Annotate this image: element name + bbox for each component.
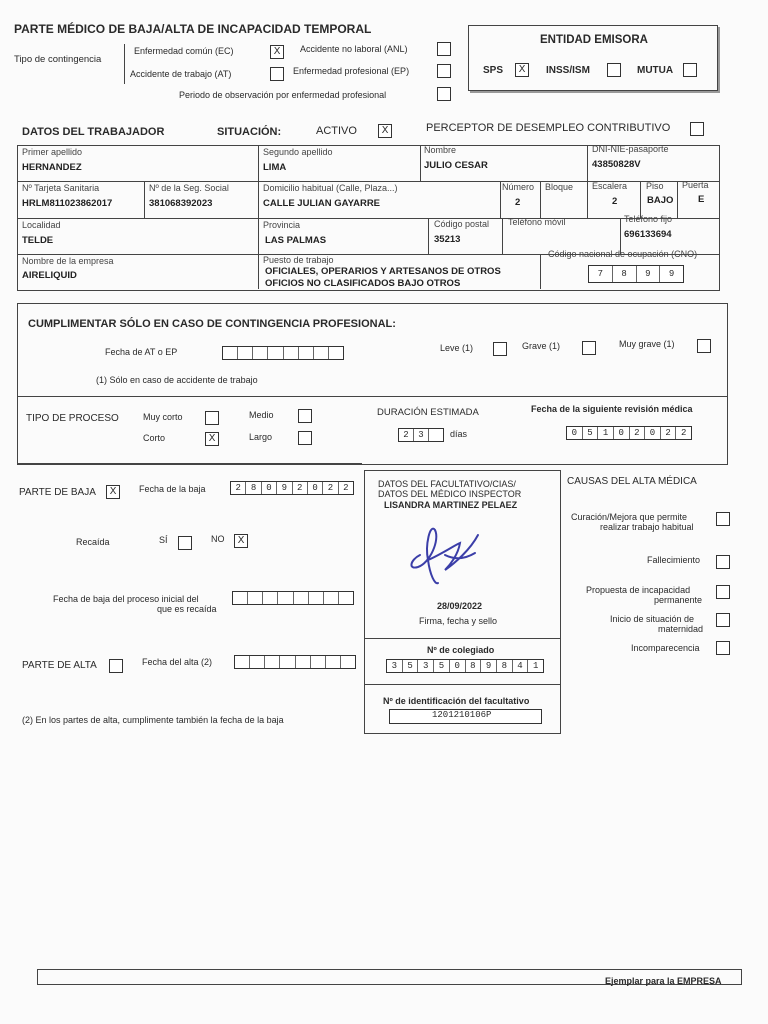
parte-alta-label: PARTE DE ALTA — [22, 660, 97, 671]
largo-checkbox[interactable] — [298, 431, 312, 445]
medio-label: Medio — [249, 410, 274, 420]
muy-grave-label: Muy grave (1) — [619, 339, 675, 349]
colegiado-label: Nº de colegiado — [427, 645, 495, 655]
duracion-digit: 2 — [399, 429, 414, 441]
segundo-apellido-label: Segundo apellido — [263, 147, 333, 157]
fijo-label: Teléfono fijo — [624, 214, 673, 224]
colegiado-digit: 3 — [418, 660, 434, 672]
recaida-si-checkbox[interactable] — [178, 536, 192, 550]
perceptor-checkbox[interactable] — [690, 122, 704, 136]
no-label: NO — [211, 534, 225, 544]
signature-icon — [400, 515, 495, 590]
fallecimiento-checkbox[interactable] — [716, 555, 730, 569]
activo-label: ACTIVO — [316, 125, 357, 137]
sig-revision-digit: 2 — [661, 427, 677, 439]
sps-checkbox[interactable]: X — [515, 63, 529, 77]
empresa-value: AIRELIQUID — [22, 270, 77, 281]
sig-revision-digit: 0 — [645, 427, 661, 439]
segundo-apellido-value: LIMA — [263, 162, 287, 173]
colegiado-digit: 5 — [434, 660, 450, 672]
fecha-baja-digit: 8 — [246, 482, 261, 494]
domicilio-label: Domicilio habitual (Calle, Plaza...) — [263, 183, 398, 193]
piso-value: BAJO — [647, 195, 674, 206]
inss-label: INSS/ISM — [546, 65, 590, 76]
grave-checkbox[interactable] — [582, 341, 596, 355]
puesto-label: Puesto de trabajo — [263, 255, 334, 265]
fecha-baja-label: Fecha de la baja — [139, 484, 206, 494]
leve-label: Leve (1) — [440, 343, 474, 353]
enf-comun-label: Enfermedad común (EC) — [134, 46, 234, 56]
colegiado-digit: 3 — [387, 660, 403, 672]
nombre-value: JULIO CESAR — [424, 160, 488, 171]
acc-trabajo-label: Accidente de trabajo (AT) — [130, 69, 232, 79]
nota-2: (2) En los partes de alta, cumplimente también la fecha de la baja — [22, 715, 284, 725]
duracion-digit — [429, 429, 443, 441]
nombre-label: Nombre — [424, 145, 457, 155]
cno-label: Código nacional de ocupación (CNO) — [548, 249, 698, 259]
muy-corto-label: Muy corto — [143, 412, 183, 422]
datos-trabajador-title: DATOS DEL TRABAJADOR — [22, 126, 165, 138]
parte-baja-checkbox[interactable]: X — [106, 485, 120, 499]
mutua-label: MUTUA — [637, 65, 674, 76]
puerta-value: E — [698, 194, 705, 205]
colegiado-digit: 1 — [532, 661, 539, 671]
facultativo-nombre: LISANDRA MARTINEZ PELAEZ — [384, 500, 518, 510]
cno-digit: 9 — [668, 269, 675, 279]
fecha-alta-digits[interactable] — [234, 655, 356, 669]
enf-profesional-label: Enfermedad profesional (EP) — [293, 66, 410, 76]
sig-revision-digit: 2 — [630, 427, 646, 439]
curacion-checkbox[interactable] — [716, 512, 730, 526]
dni-value: 43850828V — [592, 159, 641, 170]
numero-label: Número — [502, 182, 535, 192]
mutua-checkbox[interactable] — [683, 63, 697, 77]
colegiado-digit: 0 — [450, 660, 466, 672]
tipo-proceso-label: TIPO DE PROCESO — [26, 413, 119, 424]
corto-label: Corto — [143, 433, 166, 443]
empresa-label: Nombre de la empresa — [22, 256, 114, 266]
cno-digits — [588, 265, 684, 283]
incomparecencia-checkbox[interactable] — [716, 641, 730, 655]
acc-trabajo-checkbox[interactable] — [270, 67, 284, 81]
puesto-value-2: OFICIOS NO CLASIFICADOS BAJO OTROS — [265, 278, 461, 288]
curacion-label-2: realizar trabajo habitual — [600, 522, 694, 532]
fecha-baja-digit: 2 — [293, 482, 308, 494]
fecha-baja-digit: 0 — [262, 482, 277, 494]
curacion-label-1: Curación/Mejora que permite — [571, 512, 688, 522]
domicilio-value: CALLE JULIAN GAYARRE — [263, 198, 381, 209]
tarjeta-label: Nº Tarjeta Sanitaria — [22, 183, 100, 193]
dias-label: días — [450, 429, 468, 439]
dni-label: DNI-NIE-pasaporte — [592, 144, 669, 154]
muy-grave-checkbox[interactable] — [697, 339, 711, 353]
puerta-label: Puerta — [682, 180, 709, 190]
provincia-value: LAS PALMAS — [265, 235, 327, 246]
fecha-baja-digit: 2 — [323, 482, 338, 494]
cno-digit: 7 — [589, 266, 613, 282]
puesto-value-1: OFICIALES, OPERARIOS Y ARTESANOS DE OTROS — [265, 266, 501, 277]
incomparecencia-label: Incomparecencia — [631, 643, 700, 653]
propuesta-label-2: permanente — [654, 595, 703, 605]
muy-corto-checkbox[interactable] — [205, 411, 219, 425]
si-label: SÍ — [159, 535, 168, 545]
escalera-value: 2 — [612, 196, 618, 207]
enf-profesional-checkbox[interactable] — [437, 64, 451, 78]
form-title: PARTE MÉDICO DE BAJA/ALTA DE INCAPACIDAD TEMPORAL — [14, 22, 372, 36]
recaida-no-checkbox[interactable]: X — [234, 534, 248, 548]
id-facultativo-label: Nº de identificación del facultativo — [383, 696, 530, 706]
propuesta-checkbox[interactable] — [716, 585, 730, 599]
fecha-baja-digit: 2 — [343, 483, 349, 493]
colegiado-digits — [386, 659, 544, 673]
activo-checkbox[interactable]: X — [378, 124, 392, 138]
provincia-label: Provincia — [263, 220, 301, 230]
periodo-obs-checkbox[interactable] — [437, 87, 451, 101]
perceptor-label: PERCEPTOR DE DESEMPLEO CONTRIBUTIVO — [426, 122, 671, 134]
medio-checkbox[interactable] — [298, 409, 312, 423]
firma-label: Firma, fecha y sello — [419, 616, 498, 626]
id-facultativo-value: 1201210106P — [432, 710, 492, 720]
ss-label: Nº de la Seg. Social — [149, 183, 229, 193]
sig-revision-digits[interactable] — [566, 426, 692, 440]
sig-revision-digit: 5 — [583, 427, 599, 439]
escalera-label: Escalera — [592, 181, 628, 191]
fecha-inicial-label-1: Fecha de baja del proceso inicial del — [53, 594, 199, 604]
localidad-label: Localidad — [22, 220, 61, 230]
baja-divider — [17, 463, 362, 464]
fijo-value: 696133694 — [624, 229, 672, 240]
acc-no-laboral-label: Accidente no laboral (ANL) — [300, 44, 408, 54]
duracion-digit: 3 — [414, 429, 429, 441]
fecha-inicial-digits[interactable] — [232, 591, 354, 605]
enf-comun-checkbox[interactable]: X — [270, 45, 284, 59]
localidad-value: TELDE — [22, 235, 54, 246]
duracion-digits[interactable] — [398, 428, 444, 442]
fecha-baja-digit: 0 — [308, 482, 323, 494]
cp-value: 35213 — [434, 234, 461, 245]
tarjeta-value: HRLM811023862017 — [22, 198, 113, 209]
grave-label: Grave (1) — [522, 341, 561, 351]
recaida-label: Recaída — [76, 537, 110, 547]
ejemplar-label: Ejemplar para la EMPRESA — [605, 976, 722, 986]
parte-alta-checkbox[interactable] — [109, 659, 123, 673]
periodo-obs-label: Periodo de observación por enfermedad profesional — [179, 90, 387, 100]
fecha-at-digits[interactable] — [222, 346, 344, 360]
sig-revision-digit: 0 — [614, 427, 630, 439]
corto-checkbox[interactable]: X — [205, 432, 219, 446]
bloque-label: Bloque — [545, 182, 574, 192]
primer-apellido-value: HERNANDEZ — [22, 162, 82, 173]
fallecimiento-label: Fallecimiento — [647, 555, 701, 565]
header-divider — [124, 44, 125, 84]
fecha-baja-digits[interactable] — [230, 481, 354, 495]
colegiado-digit: 5 — [403, 660, 419, 672]
cno-digit: 8 — [613, 266, 637, 282]
sig-revision-label: Fecha de la siguiente revisión médica — [531, 404, 693, 414]
facultativo-title-2: DATOS DEL MÉDICO INSPECTOR — [378, 489, 522, 499]
duracion-label: DURACIÓN ESTIMADA — [377, 407, 479, 418]
nota-1: (1) Sólo en caso de accidente de trabajo — [96, 375, 258, 385]
propuesta-label-1: Propuesta de incapacidad — [586, 585, 691, 595]
cno-digit: 9 — [637, 266, 661, 282]
facultativo-fecha: 28/09/2022 — [437, 601, 483, 611]
sps-label: SPS — [483, 65, 504, 76]
largo-label: Largo — [249, 432, 273, 442]
colegiado-digit: 8 — [466, 660, 482, 672]
sig-revision-digit: 1 — [598, 427, 614, 439]
movil-label: Teléfono móvil — [508, 217, 566, 227]
fecha-alta-label: Fecha del alta (2) — [142, 657, 213, 667]
piso-label: Piso — [646, 181, 664, 191]
cp-label: Código postal — [434, 219, 490, 229]
entidad-emisora-title: ENTIDAD EMISORA — [540, 34, 648, 46]
maternidad-label-1: Inicio de situación de — [610, 614, 695, 624]
sig-revision-digit: 0 — [567, 427, 583, 439]
causas-alta-title: CAUSAS DEL ALTA MÉDICA — [567, 476, 697, 487]
sig-revision-digit: 2 — [680, 428, 687, 438]
inss-checkbox[interactable] — [607, 63, 621, 77]
leve-checkbox[interactable] — [493, 342, 507, 356]
fecha-at-label: Fecha de AT o EP — [105, 347, 178, 357]
colegiado-digit: 9 — [481, 660, 497, 672]
ss-value: 381068392023 — [149, 198, 213, 209]
parte-baja-label: PARTE DE BAJA — [19, 487, 96, 498]
facultativo-title-1: DATOS DEL FACULTATIVO/CIAS/ — [378, 479, 516, 489]
fecha-inicial-label-2: que es recaída — [157, 604, 217, 614]
situacion-label: SITUACIÓN: — [217, 126, 282, 138]
colegiado-digit: 8 — [497, 660, 513, 672]
maternidad-label-2: maternidad — [658, 624, 704, 634]
fecha-baja-digit: 9 — [277, 482, 292, 494]
fecha-baja-digit: 2 — [231, 482, 246, 494]
colegiado-digit: 4 — [513, 660, 529, 672]
primer-apellido-label: Primer apellido — [22, 147, 83, 157]
contingencia-profesional-title: CUMPLIMENTAR SÓLO EN CASO DE CONTINGENCIA PROFESIONAL: — [28, 318, 396, 330]
numero-value: 2 — [515, 197, 521, 208]
acc-no-laboral-checkbox[interactable] — [437, 42, 451, 56]
maternidad-checkbox[interactable] — [716, 613, 730, 627]
tipo-contingencia-label: Tipo de contingencia — [14, 54, 102, 65]
